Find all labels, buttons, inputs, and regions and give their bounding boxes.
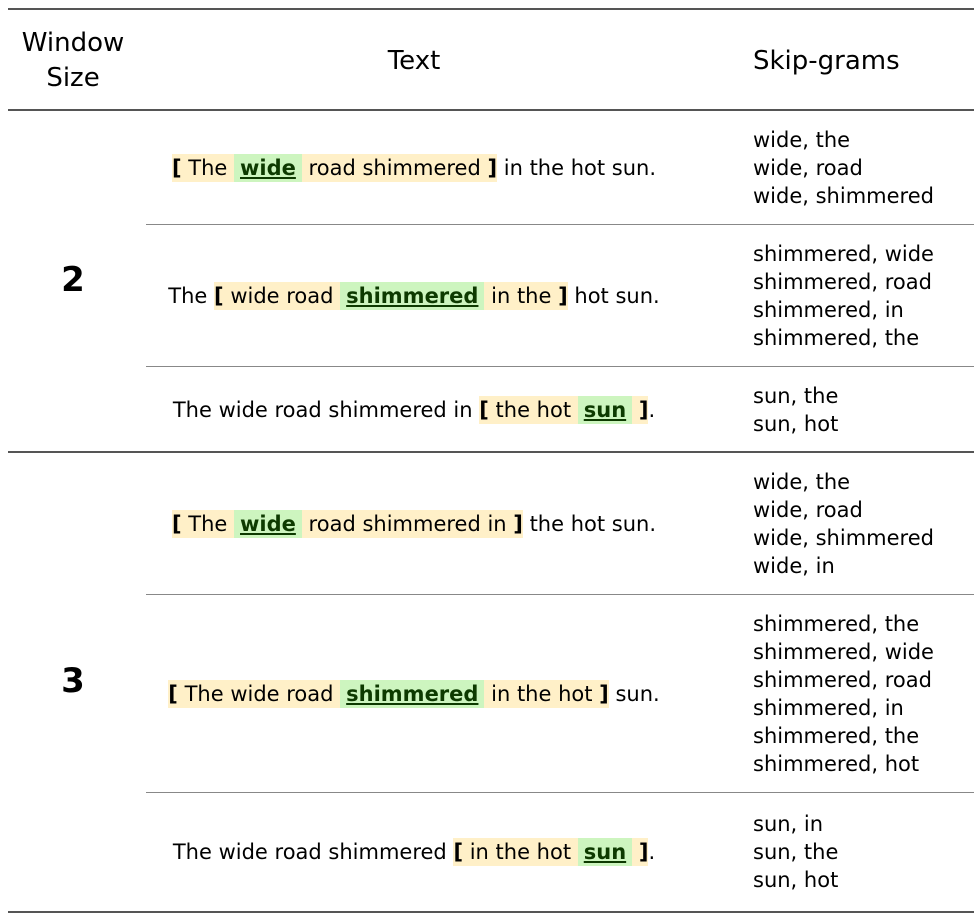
skipgram-item: wide, shimmered [753, 184, 934, 208]
text-after: hot sun. [567, 284, 660, 308]
skipgram-list [753, 810, 838, 894]
skipgram-item: sun, the [753, 384, 839, 408]
skipgram-list [753, 610, 934, 778]
skipgram-item: shimmered, road [753, 270, 932, 294]
header-skipgrams: Skip-grams [753, 46, 900, 76]
skipgram-item: wide, the [753, 128, 851, 152]
skipgram-item: shimmered, in [753, 696, 904, 720]
row-divider [146, 224, 974, 225]
window-right [632, 840, 639, 864]
row-divider [146, 366, 974, 367]
window-right: in the hot [484, 682, 600, 706]
window-left: The [181, 512, 234, 536]
text-after: in the hot sun. [497, 156, 657, 180]
sentence [146, 395, 682, 425]
skipgram-item: shimmered, in [753, 298, 904, 322]
target-word: shimmered [340, 680, 484, 708]
skipgram-item: shimmered, the [753, 724, 920, 748]
text-after: the hot sun. [522, 512, 657, 536]
window-open-bracket: [ [171, 156, 182, 180]
sentence [146, 509, 682, 539]
text-before: The wide road shimmered in [172, 398, 480, 422]
window-close-bracket: ] [487, 156, 498, 180]
text-before: The [168, 284, 215, 308]
sentence [146, 153, 682, 183]
group-rule [8, 451, 974, 453]
text-before: The wide road shimmered [172, 840, 454, 864]
window-close-bracket: ] [638, 840, 649, 864]
window-right: road shimmered [301, 156, 488, 180]
skipgram-item: sun, in [753, 812, 824, 836]
top-rule [8, 8, 974, 10]
skipgram-item: shimmered, the [753, 326, 920, 350]
skipgram-list [753, 382, 838, 438]
window-size-value: 3 [61, 661, 85, 701]
skipgram-item: shimmered, the [753, 612, 920, 636]
target-word: shimmered [340, 282, 484, 310]
target-word: sun [578, 396, 632, 424]
window-left: in the hot [463, 840, 578, 864]
sentence [146, 281, 682, 311]
window-right: in the [484, 284, 559, 308]
bottom-rule [8, 911, 974, 913]
sentence [146, 837, 682, 867]
text-after: . [648, 840, 656, 864]
window-size-value: 2 [61, 260, 85, 300]
row-divider [146, 594, 974, 595]
skipgram-item: wide, road [753, 156, 863, 180]
row-divider [146, 792, 974, 793]
window-open-bracket: [ [168, 682, 178, 706]
skipgram-item: shimmered, road [753, 668, 932, 692]
target-word: sun [578, 838, 632, 866]
text-after: . [648, 398, 656, 422]
window-right: road shimmered in [301, 512, 514, 536]
window-open-bracket: [ [171, 512, 182, 536]
window-close-bracket: ] [558, 284, 568, 308]
window-open-bracket: [ [214, 284, 224, 308]
skipgram-list [753, 240, 934, 352]
window-left: The [181, 156, 234, 180]
skipgram-list [753, 468, 934, 580]
window-close-bracket: ] [513, 512, 523, 536]
window-left: The wide road [177, 682, 341, 706]
skipgram-item: shimmered, wide [753, 242, 934, 266]
skipgram-item: sun, hot [753, 868, 839, 892]
skipgram-item: wide, shimmered [753, 526, 934, 550]
header-rule [8, 109, 974, 111]
skipgram-list [753, 126, 934, 210]
window-open-bracket: [ [453, 840, 464, 864]
target-word: wide [234, 510, 302, 538]
sentence [146, 679, 682, 709]
header-window-size: Window Size [21, 28, 125, 93]
skipgram-item: wide, road [753, 498, 863, 522]
window-left: wide road [223, 284, 341, 308]
text-after: sun. [608, 682, 660, 706]
skipgram-item: shimmered, hot [753, 752, 920, 776]
window-right [632, 398, 639, 422]
skipgram-item: sun, hot [753, 412, 839, 436]
skipgram-item: wide, in [753, 554, 835, 578]
window-open-bracket: [ [479, 398, 489, 422]
window-close-bracket: ] [638, 398, 649, 422]
target-word: wide [234, 154, 302, 182]
skipgram-item: wide, the [753, 470, 851, 494]
header-text: Text [387, 46, 441, 76]
skipgram-item: shimmered, wide [753, 640, 934, 664]
window-close-bracket: ] [599, 682, 609, 706]
window-left: the hot [488, 398, 578, 422]
skipgram-item: sun, the [753, 840, 839, 864]
